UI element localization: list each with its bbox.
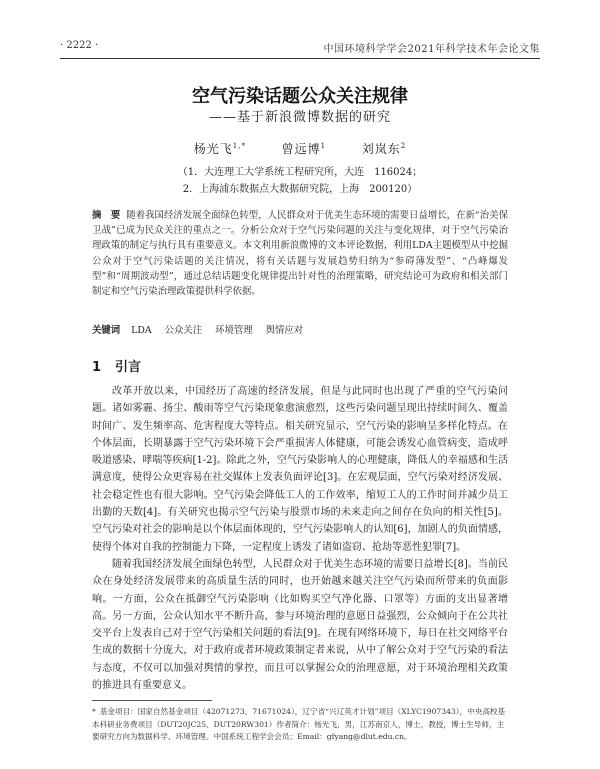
author-affiliation-mark: 2 [400,142,407,150]
author-name: 杨光飞 [193,142,233,156]
running-header [60,40,540,58]
body-text [92,383,508,694]
author-list [60,140,540,157]
paragraph: 随着我国经济发展全面绿色转型，人民群众对于优美生态环境的需要日益增长[8]。当前民众在身处经济发展带来的高质量生活的同时，也开始越来越关注空气污染而所带来的负面影响。一方面，公众在抵御空气污染影响（比如购买空气净化器、口罩等）方面的支出显著增高。另一方面，公众认知水平不断升高，参与环境治理的意愿日益强烈，公众倾向于在公共社交平台上发表自己对于空气污染相关问题的看法[9]。在现有网络环境下，每日在社交网络平台生成的数据十分庞大，对于政府或者环境政策制定者来说，从中了解公众对于空气污染的看法与态度，不仅可以加强对舆情的掌控，而且可以掌握公众的治理意愿，对于环境治理相关政策的推进具有重要意义。 [92,558,508,692]
affiliation: （1．大连理工大学系统工程研究所，大连 116024； [177,167,423,178]
keyword: 公众关注 [164,325,203,336]
author-affiliation-mark: 1 [320,142,327,150]
footnote-text: 基金项目：国家自然基金项目（42071273、71671024），辽宁省“兴辽英才计划”项目（XLYC1907343），中央高校基本科研业务费项目（DUT20JC25、DUT20RW301）作者简介：杨光飞，男，江苏南京人，博士，教授，博士生导师，主要研究方向为数据科学、环境管理。中国系统工程学会会员；Email：gfyang@dlut.edu.cn。 [92,707,506,741]
section-title: 引言 [115,360,142,375]
section-number: 1 [92,360,102,375]
author-name: 刘岚东 [361,142,401,156]
keywords-label: 关键词 [92,325,121,336]
conference-name: 中国环境科学学会2021年科学技术年会论文集 [323,44,540,55]
abstract-text: 随着我国经济发展全面绿色转型，人民群众对于优美生态环境的需要日益增长，在新“治美保卫战”已成为民众关注的重点之一。分析公众对于空气污染问题的关注与变化规律，对于空气污染治理政策的制定与执行具有重要意义。本文利用新浪微博的文本评论数据，利用LDA主题模型从中挖掘公众对于空气污染话题的关注情况，将有关话题与发展趋势归纳为“参碍薄发型”、“凸峰爆发型”和“周期波动型”，通过总结话题变化规律提出针对性的治理策略，研究结论可为政府和相关部门制定和空气污染治理政策提供科学依据。 [92,210,508,298]
paragraph: 改革开放以来，中国经历了高速的经济发展，但是与此同时也出现了严重的空气污染问题。诸如雾霾、扬尘、酸雨等空气污染现象愈演愈烈，这些污染问题呈现出持续时间久、覆盖时间广、发生频率高、危害程度大等特点。相关研究显示，空气污染的影响呈多样化特点。在个体层面，长期暴露于空气污染环境下会严重损害人体健康，可能会诱发心血管病变，造成呼吸道感染、哮喘等疾病[1-2]。除此之外，空气污染影响人的心理健康，降低人的幸福感和生活满意度，使得公众更容易在社交媒体上发表负面评论[3]。在宏观层面，空气污染对经济发展、社会稳定性也有很大影响。空气污染会降低工人的工作效率，缩短工人的工作时间并减少员工出勤的天数[4]。有关研究也揭示空气污染与股票市场的未来走向之间存在负向的相关性[5]。空气污染对社会的影响是以个体层面体现的，空气污染影响人的认知[6]，加剧人的负面情感，使得个体对自我的控制能力下降，一定程度上诱发了诸如盗窃、抢劫等恶性犯罪[7]。 [92,386,508,553]
abstract-label: 摘 要 [92,210,121,221]
author-name: 曾远博 [281,142,321,156]
keywords [92,322,508,336]
page-number: · 2222 · [60,40,99,51]
paper-title: 空气污染话题公众关注规律 [192,86,408,107]
keyword: 环境管理 [215,325,253,336]
header-divider [60,58,540,59]
section-heading [92,356,141,375]
author-affiliation-mark: 1,* [232,142,246,150]
keyword: 舆情应对 [265,325,304,336]
keyword: LDA [131,325,152,336]
abstract [92,208,508,299]
paper-subtitle: ——基于新浪微博数据的研究 [208,110,391,125]
footnote-marker: * [92,707,96,716]
footnote-divider [92,700,212,701]
affiliation: 2．上海浦东数据点大数据研究院，上海 200120） [182,184,418,195]
footnote [92,706,508,744]
